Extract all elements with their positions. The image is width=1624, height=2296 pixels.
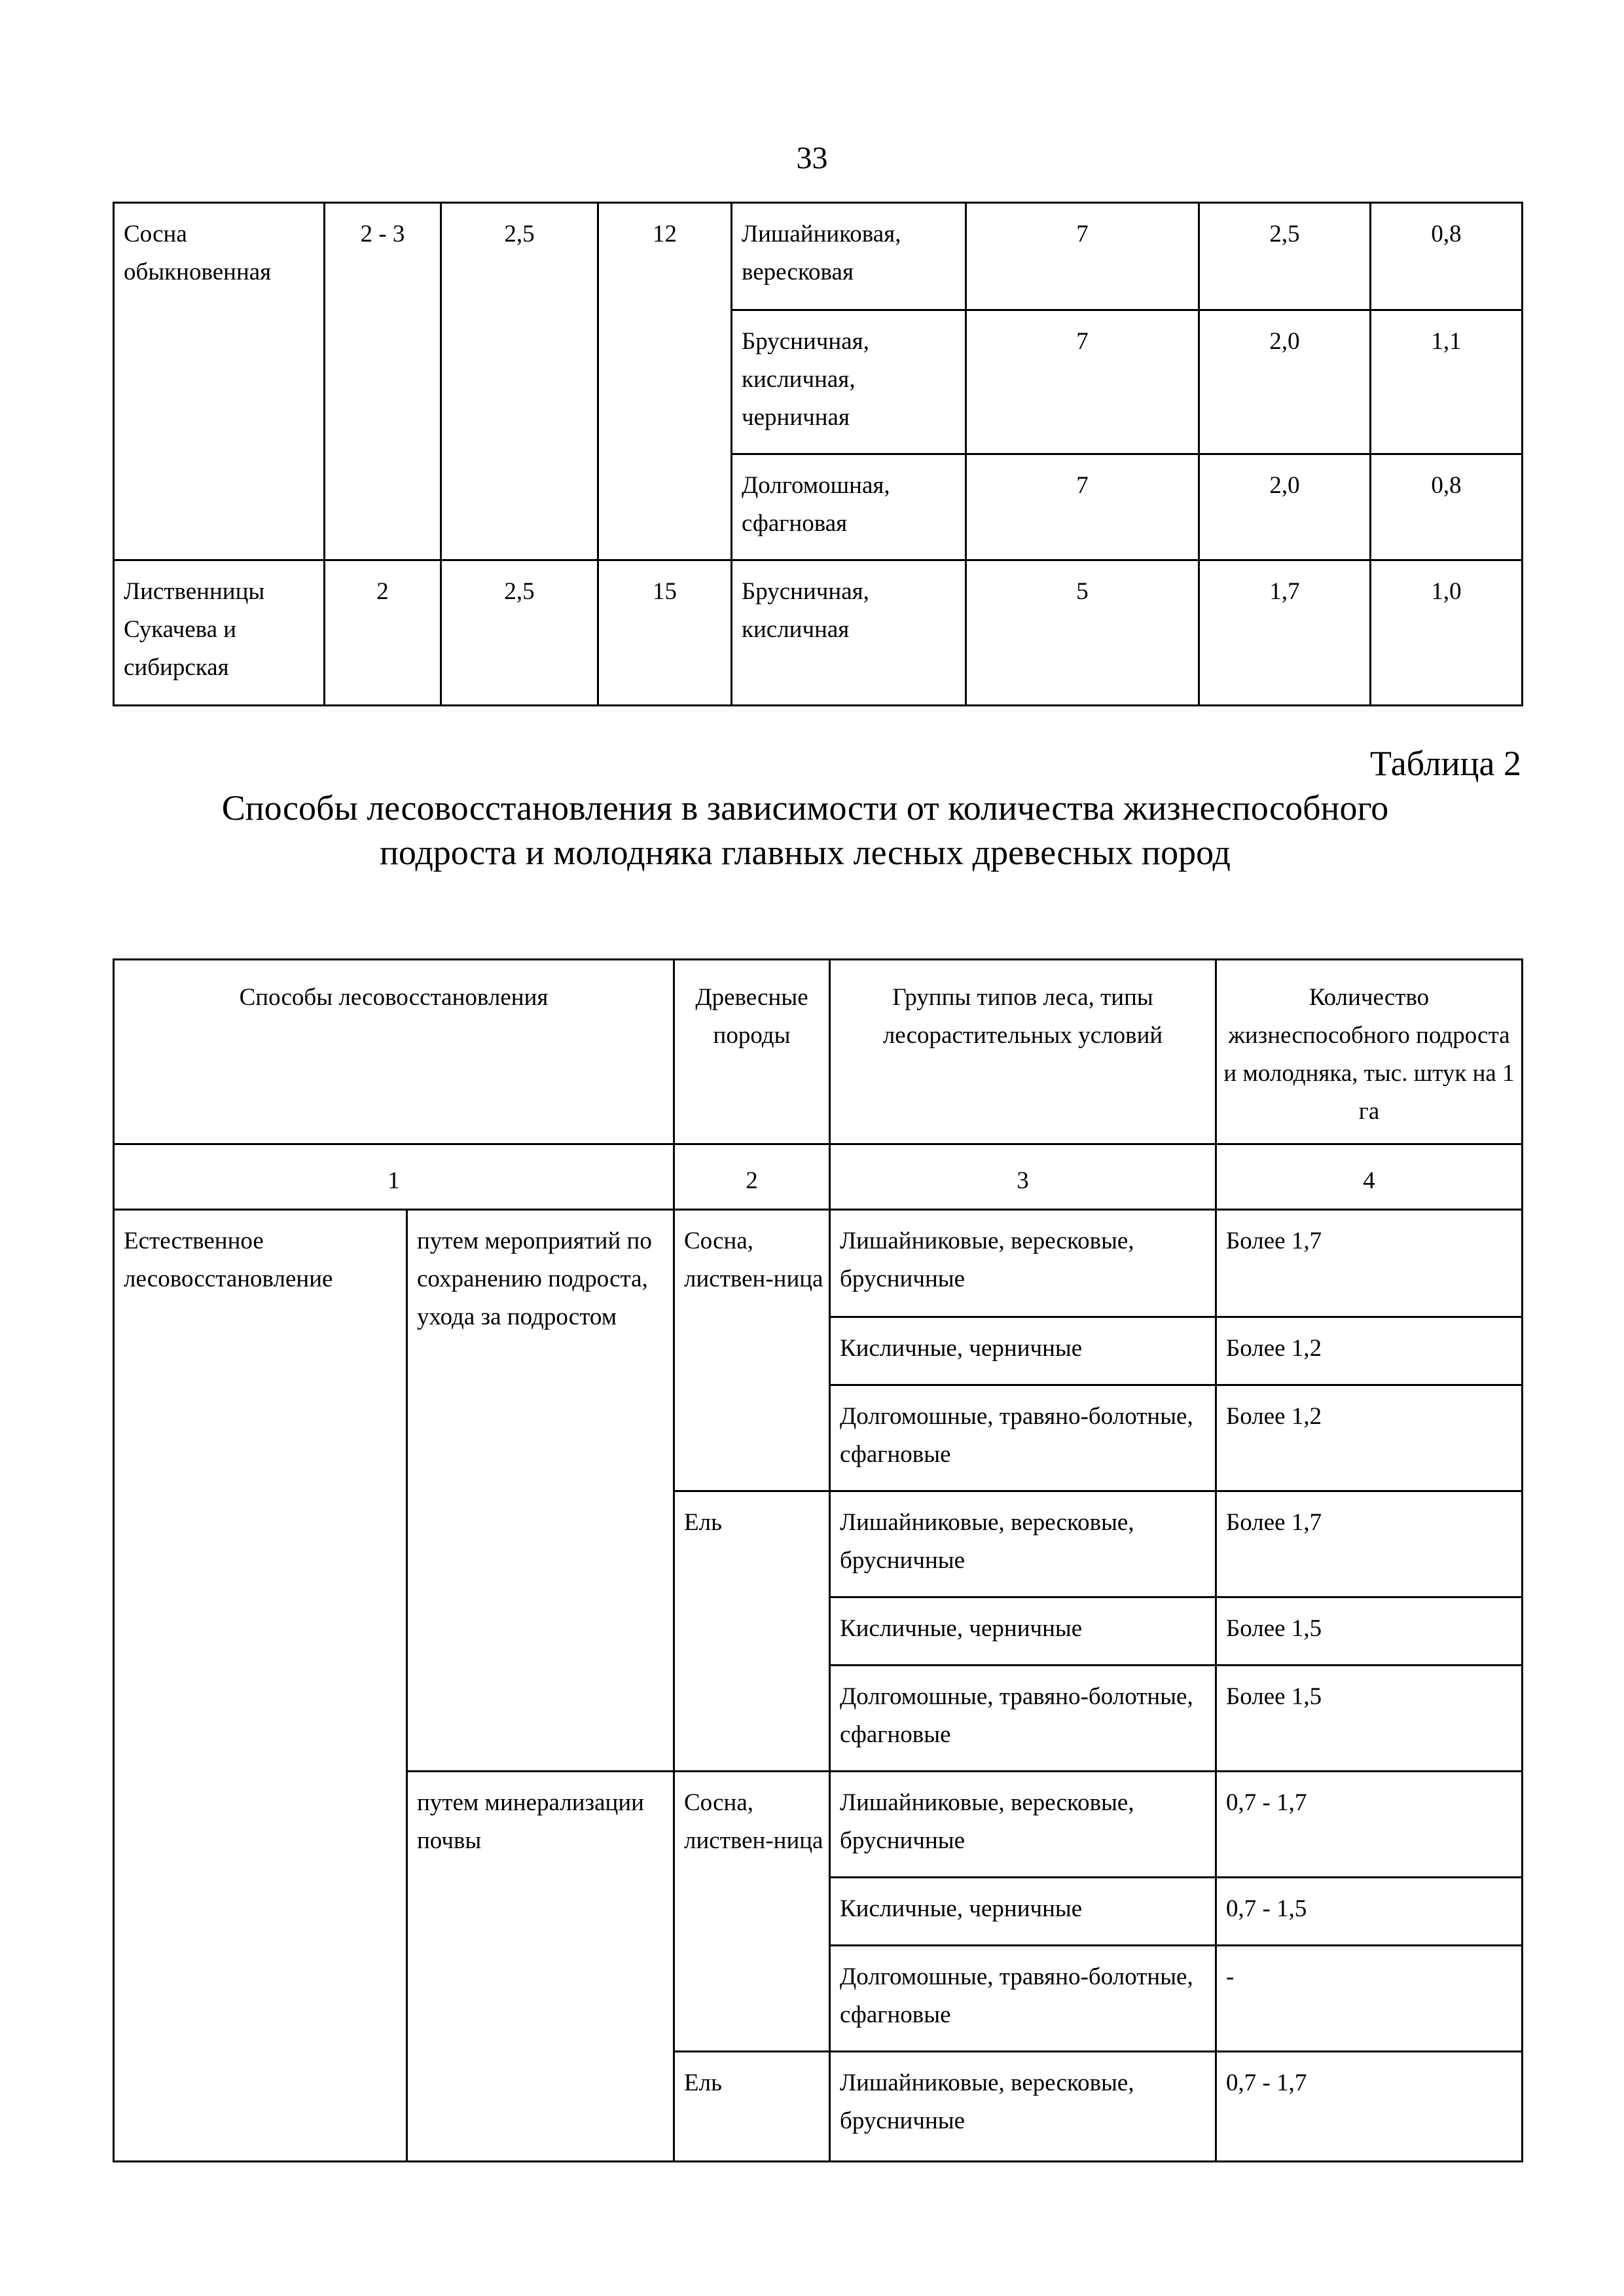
- table-1-forest-type-cell: Долгомошная, сфагновая: [732, 454, 966, 560]
- table-2-forest-type-cell: Лишайниковые, вересковые, брусничные: [830, 2052, 1216, 2162]
- table-1-forest-type-cell: Лишайниковая, вересковая: [732, 203, 966, 310]
- table-1-forest-type-cell: Брусничная, кисличная: [732, 560, 966, 706]
- table-1-cell: 1,7: [1199, 560, 1371, 706]
- table-2: [113, 958, 1523, 2162]
- table-1-cell: 2,5: [1199, 203, 1371, 310]
- table-2-quantity-cell: Более 1,2: [1216, 1385, 1523, 1491]
- table-2-forest-type-cell: Кисличные, черничные: [830, 1317, 1216, 1385]
- table-2-method-cell: Естественное лесовосстановление: [114, 1210, 407, 2162]
- table-1-continuation: [113, 202, 1523, 706]
- table-2-species-cell: Ель: [674, 2052, 830, 2162]
- table-2-label: Таблица 2: [1370, 744, 1521, 783]
- table-2-forest-type-cell: Кисличные, черничные: [830, 1878, 1216, 1946]
- table-1-cell: 2: [325, 560, 441, 706]
- table-2-quantity-cell: Более 1,5: [1216, 1597, 1523, 1666]
- table-1-forest-type-cell: Брусничная, кисличная, черничная: [732, 310, 966, 454]
- table-2-forest-type-cell: Долгомошные, травяно-болотные, сфагновые: [830, 1385, 1216, 1491]
- table-2-column-number: 1: [114, 1144, 674, 1210]
- table-1-cell: 15: [598, 560, 732, 706]
- table-2-header: Количество жизнеспособного подроста и молодняка, тыс. штук на 1 га: [1216, 960, 1523, 1144]
- table-2-species-cell: Ель: [674, 1491, 830, 1772]
- table-2-quantity-cell: 0,7 - 1,7: [1216, 2052, 1523, 2162]
- table-2-species-cell: Сосна, листвен-ница: [674, 1210, 830, 1491]
- table-2-quantity-cell: Более 1,2: [1216, 1317, 1523, 1385]
- table-2-submethod-cell: путем мероприятий по сохранению подроста, ухода за подростом: [407, 1210, 674, 1772]
- table-2-forest-type-cell: Лишайниковые, вересковые, брусничные: [830, 1210, 1216, 1317]
- table-2-header: Способы лесовосстановления: [114, 960, 674, 1144]
- table-2-species-cell: Сосна, листвен-ница: [674, 1772, 830, 2052]
- table-1-cell: 0,8: [1371, 203, 1523, 310]
- table-2-title: Способы лесовосстановления в зависимости от количества жизнеспособного подроста и молодняка главных лесных древесных пород: [221, 788, 1389, 872]
- table-2-header: Древесные породы: [674, 960, 830, 1144]
- table-1-species-cell: Сосна обыкновенная: [114, 203, 325, 560]
- table-1-cell: 12: [598, 203, 732, 560]
- table-2-quantity-cell: 0,7 - 1,7: [1216, 1772, 1523, 1878]
- table-1-cell: 7: [966, 310, 1199, 454]
- table-1-cell: 7: [966, 203, 1199, 310]
- table-2-column-number: 4: [1216, 1144, 1523, 1210]
- table-1-cell: 1,1: [1371, 310, 1523, 454]
- table-1-cell: 2,0: [1199, 310, 1371, 454]
- table-2-forest-type-cell: Лишайниковые, вересковые, брусничные: [830, 1772, 1216, 1878]
- table-1-cell: 2,0: [1199, 454, 1371, 560]
- table-2-header: Группы типов леса, типы лесорастительных условий: [830, 960, 1216, 1144]
- table-1-cell: 5: [966, 560, 1199, 706]
- table-2-quantity-cell: Более 1,7: [1216, 1491, 1523, 1597]
- table-2-forest-type-cell: Долгомошные, травяно-болотные, сфагновые: [830, 1946, 1216, 2052]
- table-1-cell: 2,5: [441, 560, 598, 706]
- table-1-cell: 2 - 3: [325, 203, 441, 560]
- table-2-submethod-cell: путем минерализации почвы: [407, 1772, 674, 2162]
- page-number: 33: [796, 141, 828, 175]
- table-2-quantity-cell: Более 1,7: [1216, 1210, 1523, 1317]
- table-1-cell: 0,8: [1371, 454, 1523, 560]
- table-1-species-cell: Лиственницы Сукачева и сибирская: [114, 560, 325, 706]
- table-1-cell: 2,5: [441, 203, 598, 560]
- table-2-forest-type-cell: Долгомошные, травяно-болотные, сфагновые: [830, 1666, 1216, 1772]
- table-2-quantity-cell: -: [1216, 1946, 1523, 2052]
- table-2-column-number: 2: [674, 1144, 830, 1210]
- table-2-quantity-cell: 0,7 - 1,5: [1216, 1878, 1523, 1946]
- table-1-cell: 1,0: [1371, 560, 1523, 706]
- table-2-quantity-cell: Более 1,5: [1216, 1666, 1523, 1772]
- table-2-forest-type-cell: Лишайниковые, вересковые, брусничные: [830, 1491, 1216, 1597]
- table-2-column-number: 3: [830, 1144, 1216, 1210]
- table-1-cell: 7: [966, 454, 1199, 560]
- table-2-forest-type-cell: Кисличные, черничные: [830, 1597, 1216, 1666]
